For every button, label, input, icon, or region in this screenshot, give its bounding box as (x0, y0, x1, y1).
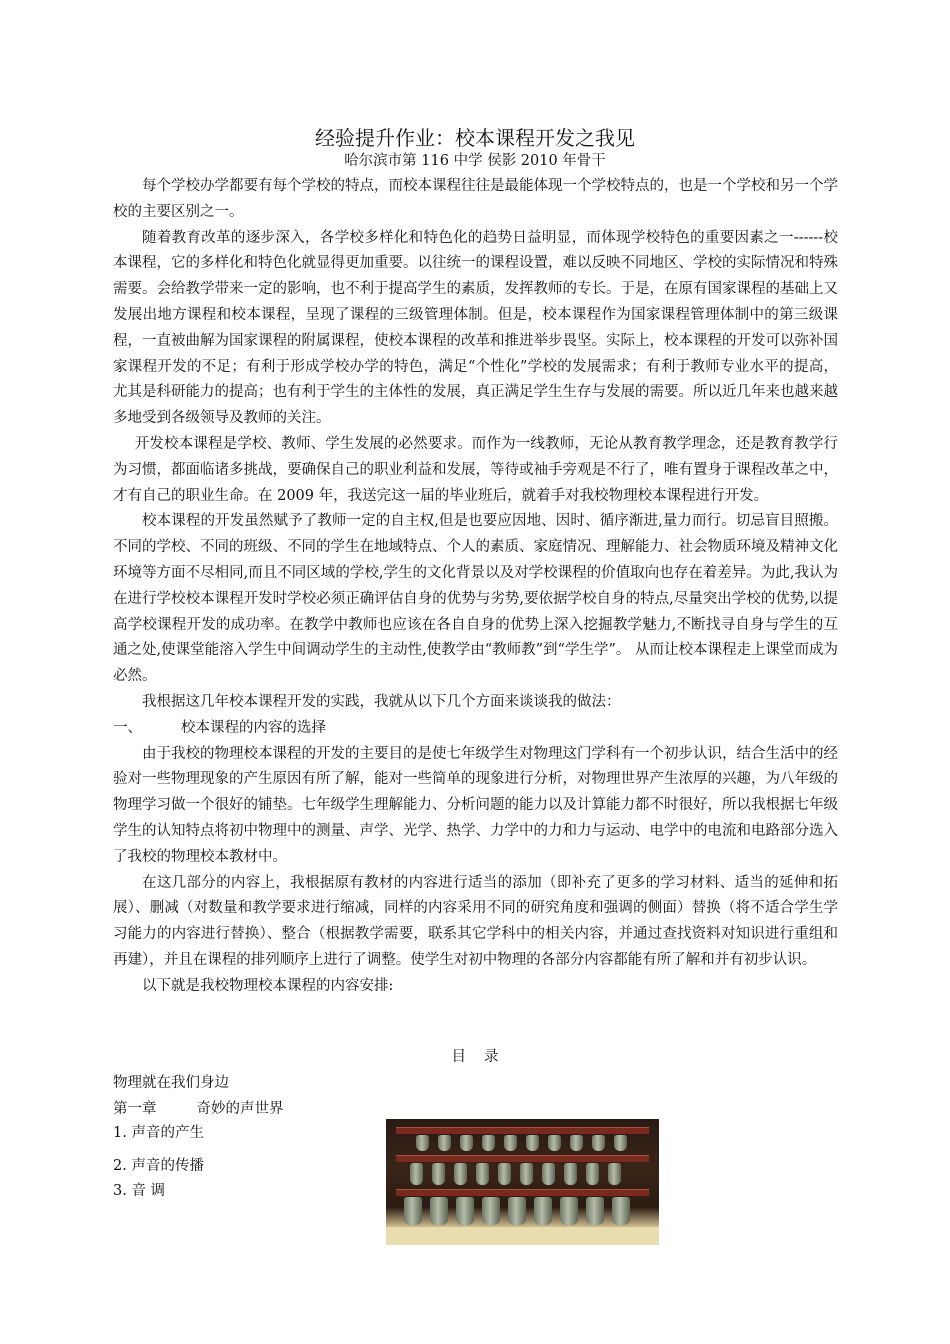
author-line: 哈尔滨市第 116 中学 侯影 2010 年骨干 (344, 153, 606, 169)
paragraph-4: 校本课程的开发虽然赋予了教师一定的自主权,但是也要应因地、因时、循序渐进,量力而行。切忌盲目照搬。不同的学校、不同的班级、不同的学生在地域特点、个人的素质、家庭情况、理解能力、社会物质环境及精神文化环境等方面不尽相同,而且不同区域的学校,学生的文化背景以及对学校课程的价值取向也存在着差异。为此,我认为在进行学校校本课程开发时学校必须正确评估自身的优势与劣势,要依据学校自身的特点,尽量突出学校的优势,以提高学校课程开发的成功率。在教学中教师也应该在各自自身的优势上深入挖掘教学魅力,不断找寻自身与学生的互通之处,使课堂能溶入学生中间调动学生的主动性,使教学由“教师教”到“学生学”。 从而让校本课程走上课堂而成为必然。 (113, 513, 838, 685)
section-number: 一、 (113, 719, 142, 736)
section-heading (113, 716, 838, 742)
paragraph-8: 以下就是我校物理校本课程的内容安排: (142, 977, 394, 994)
toc-title-left: 目 (451, 1049, 466, 1065)
document-body (113, 174, 838, 1000)
toc-title-right: 录 (484, 1049, 499, 1065)
toc-chapter-title: 奇妙的声世界 (196, 1101, 284, 1117)
paragraph-3: 开发校本课程是学校、教师、学生发展的必然要求。而作为一线教师，无论从教育教学理念，还是教育教学行为习惯，都面临诸多挑战，要确保自己的职业利益和发展，等待或袖手旁观是不行了，唯有置身于课程改革之中，才有自己的职业生命。在 2009 年，我送完这一届的毕业班后，就着手对我校物理校本课程进行开发。 (113, 435, 838, 504)
section-title: 校本课程的内容的选择 (181, 719, 326, 736)
toc-title (0, 1047, 950, 1067)
paragraph-1: 每个学校办学都要有每个学校的特点，而校本课程往往是最能体现一个学校特点的，也是一个学校和另一个学校的主要区别之一。 (113, 178, 838, 220)
toc-chapter-number: 第一章 (113, 1101, 157, 1117)
document-title: 经验提升作业：校本课程开发之我见 (315, 126, 635, 150)
bronze-bells-photo (386, 1119, 659, 1245)
paragraph-2: 随着教育改革的逐步深入，各学校多样化和特色化的趋势日益明显，而体现学校特色的重要因素之一------校本课程，它的多样化和特色化就显得更加重要。以往统一的课程设置，难以反映不同地区、学校的实际情况和特殊需要。会给教学带来一定的影响，也不利于提高学生的素质，发挥教师的专长。于是，在原有国家课程的基础上又发展出地方课程和校本课程，呈现了课程的三级管理体制。但是，校本课程作为国家课程管理体制中的第三级课程，一直被曲解为国家课程的附属课程，使校本课程的改革和推进举步畏坚。实际上，校本课程的开发可以弥补国家课程开发的不足；有利于形成学校办学的特色，满足“个性化”学校的发展需求；有利于教师专业水平的提高，尤其是科研能力的提高；也有利于学生的主体性的发展，真正满足学生生存与发展的需要。所以近几年来也越来越多地受到各级领导及教师的关注。 (113, 229, 838, 427)
paragraph-7: 在这几部分的内容上，我根据原有教材的内容进行适当的添加（即补充了更多的学习材料、适当的延伸和拓展）、删减（对数量和教学要求进行缩减，同样的内容采用不同的研究角度和强调的侧面）替换（将不适合学生学习能力的内容进行替换）、整合（根据教学需要，联系其它学科中的相关内容，并通过查找资料对知识进行重组和再建），并且在课程的排列顺序上进行了调整。使学生对初中物理的各部分内容都能有所了解和并有初步认识。 (113, 874, 838, 968)
toc-chapter (113, 1099, 284, 1119)
paragraph-5: 我根据这几年校本课程开发的实践，我就从以下几个方面来谈谈我的做法： (142, 693, 621, 710)
toc-item: 2. 声音的传播 (113, 1158, 204, 1174)
toc-unit: 物理就在我们身边 (113, 1075, 229, 1091)
toc-item: 3. 音 调 (113, 1183, 166, 1199)
paragraph-6: 由于我校的物理校本课程的开发的主要目的是使七年级学生对物理这门学科有一个初步认识，结合生活中的经验对一些物理现象的产生原因有所了解，能对一些简单的现象进行分析，对物理世界产生浓厚的兴趣，为八年级的物理学习做一个很好的铺垫。七年级学生理解能力、分析问题的能力以及计算能力都不时很好，所以我根据七年级学生的认知特点将初中物理中的测量、声学、光学、热学、力学中的力和力与运动、电学中的电流和电路部分选入了我校的物理校本教材中。 (113, 745, 838, 865)
toc-item: 1. 声音的产生 (113, 1125, 204, 1141)
